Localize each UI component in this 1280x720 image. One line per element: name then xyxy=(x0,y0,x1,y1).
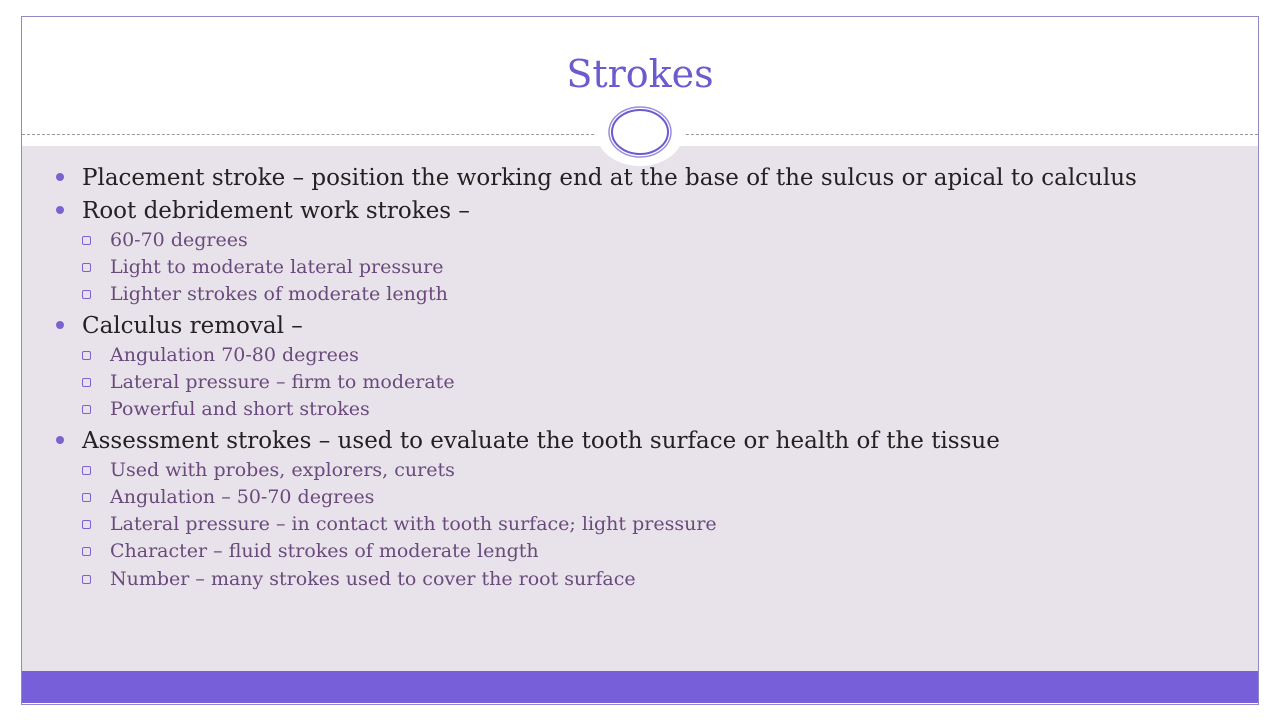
bullet-dot-icon xyxy=(56,173,64,181)
bullet-dot-icon xyxy=(56,436,64,444)
bullet-dot-icon xyxy=(56,321,64,329)
bullet-item xyxy=(82,163,1137,193)
slide-title: Strokes xyxy=(566,52,714,96)
hollow-square-icon xyxy=(82,290,91,299)
sub-bullet-item xyxy=(110,512,717,536)
sub-bullet-item xyxy=(110,458,455,482)
sub-bullet-item xyxy=(110,282,448,306)
bullet-item xyxy=(82,196,470,226)
hollow-square-icon xyxy=(82,520,91,529)
sub-bullet-item xyxy=(110,567,636,591)
bullet-dot-icon xyxy=(56,206,64,214)
sub-bullet-item xyxy=(110,370,455,394)
bullet-text: Calculus removal – xyxy=(82,313,303,339)
hollow-square-icon xyxy=(82,351,91,360)
bullet-item xyxy=(82,311,303,341)
bullet-item xyxy=(82,426,1000,456)
hollow-square-icon xyxy=(82,466,91,475)
sub-bullet-text: Character – fluid strokes of moderate length xyxy=(110,540,539,562)
sub-bullet-text: Lateral pressure – firm to moderate xyxy=(110,371,455,393)
hollow-square-icon xyxy=(82,575,91,584)
sub-bullet-text: Lighter strokes of moderate length xyxy=(110,283,448,305)
bullet-text: Assessment strokes – used to evaluate the tooth surface or health of the tissue xyxy=(82,428,1000,454)
sub-bullet-item xyxy=(110,485,374,509)
hollow-square-icon xyxy=(82,378,91,387)
hollow-square-icon xyxy=(82,236,91,245)
sub-bullet-text: 60-70 degrees xyxy=(110,229,248,251)
bullet-text: Root debridement work strokes – xyxy=(82,198,470,224)
sub-bullet-text: Angulation – 50-70 degrees xyxy=(110,486,375,508)
sub-bullet-text: Light to moderate lateral pressure xyxy=(110,256,444,278)
sub-bullet-text: Angulation 70-80 degrees xyxy=(110,344,359,366)
hollow-square-icon xyxy=(82,263,91,272)
sub-bullet-item xyxy=(110,343,359,367)
hollow-square-icon xyxy=(82,405,91,414)
hollow-square-icon xyxy=(82,547,91,556)
sub-bullet-item xyxy=(110,397,370,421)
sub-bullet-text: Number – many strokes used to cover the root surface xyxy=(110,568,636,590)
bullet-text: Placement stroke – position the working end at the base of the sulcus or apical to calculus xyxy=(82,165,1137,191)
sub-bullet-text: Lateral pressure – in contact with tooth surface; light pressure xyxy=(110,513,717,535)
sub-bullet-text: Used with probes, explorers, curets xyxy=(110,459,455,481)
circle-ornament xyxy=(595,97,685,167)
hollow-square-icon xyxy=(82,493,91,502)
sub-bullet-item xyxy=(110,539,539,563)
sub-bullet-item xyxy=(110,255,443,279)
sub-bullet-text: Powerful and short strokes xyxy=(110,398,370,420)
sub-bullet-item xyxy=(110,228,248,252)
footer-bar xyxy=(22,671,1258,703)
